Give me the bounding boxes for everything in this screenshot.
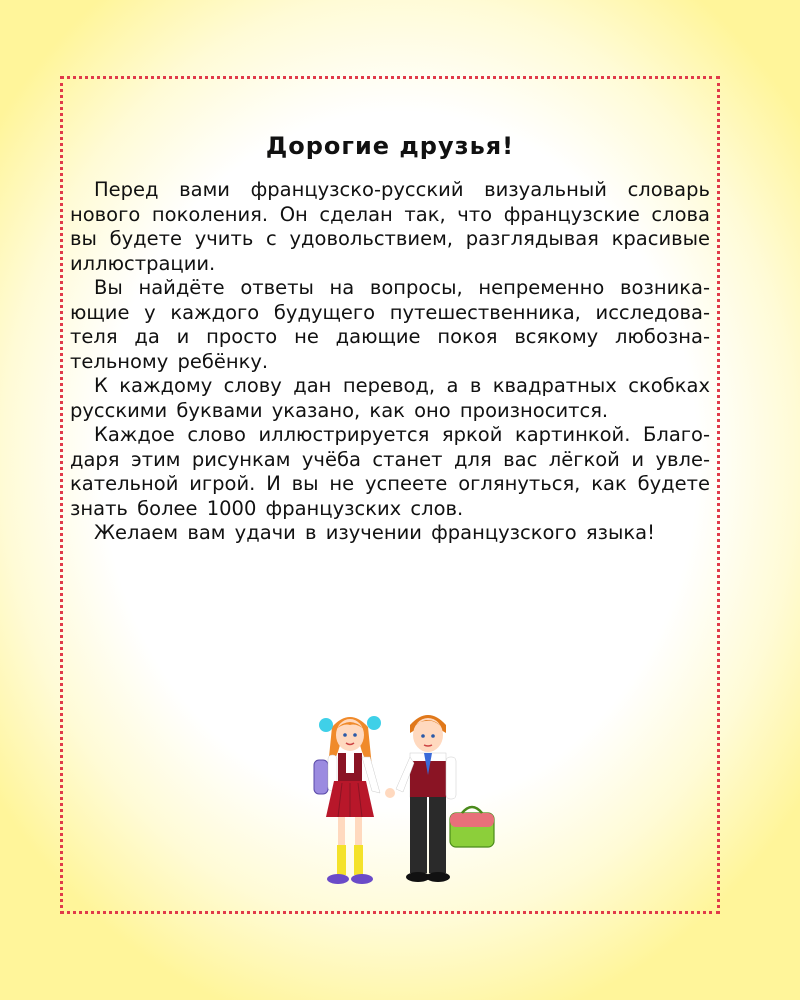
paragraph-1: Перед вами французско-русский визуальный словарь нового поколения. Он сделан так, что французские слова вы будете учить с удовольствием, разглядывая красивые иллюстрации. <box>70 178 710 275</box>
paragraph-4: Каждое слово иллюстрируется яркой картинкой. Благо-даря этим рисункам учёба станет для вас лёгкой и увле-кательной игрой. И вы не успеете оглянуться, как будете знать более 1000 французских слов. <box>70 423 710 520</box>
paragraph-5: Желаем вам удачи в изучении французского языка! <box>94 521 655 544</box>
girl-figure <box>314 716 381 884</box>
page-title: Дорогие друзья! <box>265 132 515 160</box>
paragraph-3: К каждому слову дан перевод, а в квадратных скобках русскими буквами указано, как оно произносится. <box>70 374 710 422</box>
paragraph-2: Вы найдёте ответы на вопросы, непременно возника-ющие у каждого будущего путешественника, исследова-теля да и просто не дающие покоя всякому любозна-тельному ребёнку. <box>70 276 710 373</box>
intro-text <box>70 178 710 546</box>
schoolchildren-illustration <box>300 705 510 890</box>
boy-figure <box>396 715 494 882</box>
